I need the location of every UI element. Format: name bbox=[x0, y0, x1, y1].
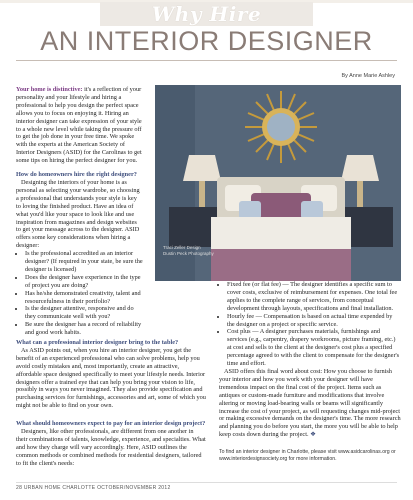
list-item: • Does the designer have experience in the type of project you are doing? bbox=[25, 274, 143, 290]
kicker-band bbox=[100, 2, 313, 26]
headline-rule bbox=[16, 60, 397, 61]
byline: By Anne Marie Ashley bbox=[341, 73, 395, 79]
kicker: Why Hire bbox=[151, 2, 262, 26]
closing-paragraph bbox=[219, 368, 401, 439]
section1-body: Designing the interiors of your home is as personal as selecting your wardrobe, so choosing a professional that understands your style is key to loving the finished product. Have an idea of what you'd like your space to look like and use inspiration from magazines and design websites to get your message across to the designer. ASID offers some key considerations when hiring a designer: bbox=[16, 178, 140, 250]
footer-rule bbox=[16, 482, 397, 483]
section1-bullets bbox=[16, 250, 143, 337]
resource-note: To find an interior designer in Charlotte, please visit www.asidcarolinas.org or www.interiordesignsociety.org for more information. bbox=[219, 449, 396, 462]
photo-credit bbox=[163, 245, 214, 256]
list-item: • Has he/she demonstrated creativity, talent and resourcefulness in their portfolio? bbox=[25, 290, 143, 306]
list-item: • Fixed fee (or flat fee) — The designer identifies a specific sum to cover costs, exclusive of reimbursement for expenses. One total fee applies to the complete range of services, from conceptual development through layouts, specifications and final installation. bbox=[227, 281, 401, 313]
list-item: • Cost plus — A designer purchases materials, furnishings and services (e.g., carpentry, drapery workrooms, picture framing, etc.) at cost and sells to the client at the designer's cost plus a specified percentage agreed to with the client to compensate for the designer's time and effort. bbox=[227, 328, 401, 368]
intro-lead: Your home is distinctive: bbox=[16, 86, 83, 93]
list-item: • Is the designer attentive, responsive and do they communicate well with you? bbox=[25, 305, 143, 321]
closing-text: ASID offers this final word about cost: How you choose to furnish your interior and how you work with your designer will have tremendous impact on the final cost of the project. Items such as antiques or custom-made furniture and modifications that involve altering or moving load-bearing walls or beams will significantly increase the cost of your project, as will requesting changes mid-project or making excessive demands on the designer's time. The more research and planning you do before you start, the more you will be able to help keep costs down during the project. bbox=[219, 367, 401, 439]
intro-body: it's a reflection of your personality and your lifestyle and hiring a professional to help you design the perfect space allows you to focus on enjoying it. Hiring an interior designer can take expression of your style to a whole new level while taking the pressure off to get the job done in your free time. We spoke with the experts at the American Society of Interior Designers (ASID) for the Carolinas to get some tips on hiring the perfect designer for you. bbox=[16, 86, 142, 165]
credit-designer: Traci Zeller Design bbox=[163, 245, 201, 250]
right-column bbox=[219, 281, 401, 439]
section3-body: Designers, like other professionals, are different from one another in their combinations of talents, knowledge, experience, and specialties. What and how they charge will vary accordingly. Here, ASID outlines the common methods or combined methods for residential designers, tailored to fit the client's needs: bbox=[16, 427, 206, 467]
list-item: • Is the professional accredited as an interior designer? (If required in your state, be sure the designer is licensed) bbox=[25, 250, 143, 274]
left-column bbox=[16, 86, 143, 337]
list-item: • Hourly fee — Compensation is based on actual time expended by the designer on a project or specific service. bbox=[227, 313, 401, 329]
section3-heading: What should homeowners expect to pay for an interior design project? bbox=[16, 420, 206, 427]
section2-body: As ASID points out, when you hire an interior designer, you get the benefit of an experienced professional who can solve problems, help you avoid costly mistakes and, most importantly, create an attractive, affordable space designed specifically to meet your lifestyle needs. Interior designers offer a trained eye that can help you bring your vision to life, possibly in ways you never imagined. They also provide specification and purchasing services for furnishings, accessories and art, some of which you might not be able to find on your own. bbox=[16, 346, 206, 410]
bedroom-photo bbox=[155, 85, 401, 281]
headline: AN INTERIOR DESIGNER bbox=[40, 26, 373, 56]
intro-paragraph bbox=[16, 86, 143, 165]
section1-heading: How do homeowners hire the right designer? bbox=[16, 171, 137, 179]
section2 bbox=[16, 339, 206, 410]
credit-photographer: Dustin Peck Photography bbox=[163, 250, 214, 256]
section3 bbox=[16, 420, 206, 467]
list-item: • Be sure the designer has a record of reliability and good work habits. bbox=[25, 321, 143, 337]
end-mark-icon: ❖ bbox=[310, 431, 316, 439]
fee-methods-list bbox=[219, 281, 401, 368]
section2-heading: What can a professional interior designer bring to the table? bbox=[16, 339, 179, 346]
page-footer: 28 URBAN HOME CHARLOTTE OCTOBER/NOVEMBER 2012 bbox=[16, 485, 171, 491]
